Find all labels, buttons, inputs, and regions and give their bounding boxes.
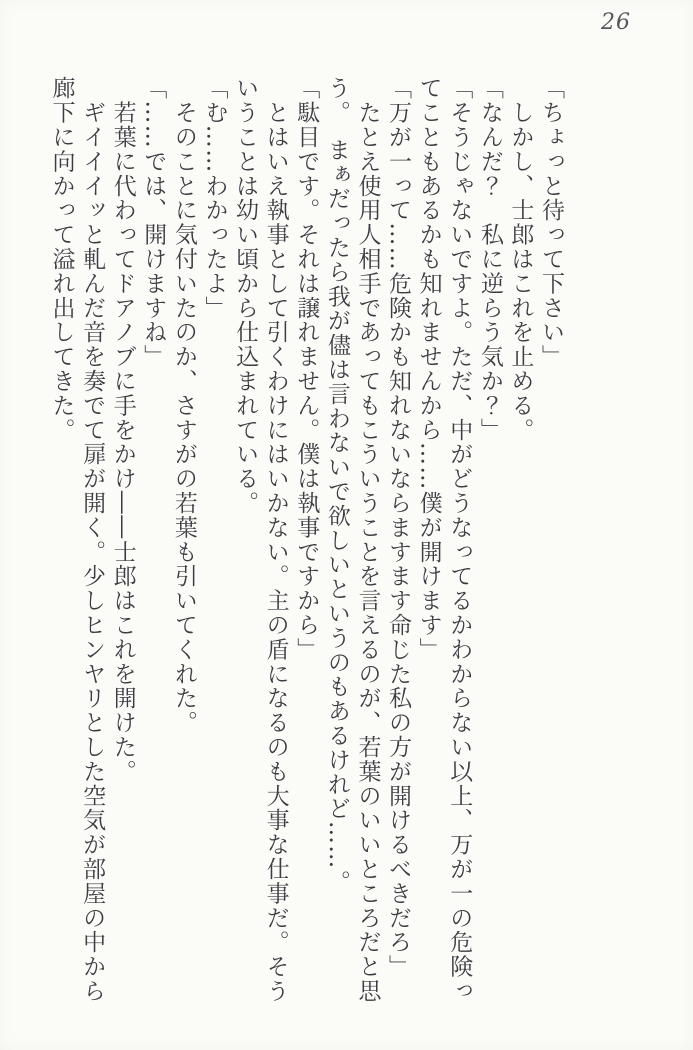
text-line: ギイイイッと軋んだ音を奏でて扉が開く。少しヒンヤリとした空気が部屋の中から <box>79 76 106 1004</box>
text-line: う。 まぁだったら我が儘は言わないで欲しいというのもあるけれど……。 <box>323 76 350 895</box>
text-line: てこともあるかも知れませんから……僕が開けます」 <box>415 76 442 662</box>
text-line: しかし、士郎はこれを止める。 <box>507 76 534 442</box>
text-line: 「そうじゃないですよ。ただ、中がどうなってるかわからない以上、万が一の危険っ <box>446 76 473 1004</box>
text-line: そのことに気付いたのか、さすがの若葉も引いてくれた。 <box>170 76 197 735</box>
text-line: 「駄目です。それは譲れません。僕は執事ですから」 <box>293 76 320 662</box>
text-line: 廊下に向かって溢れ出してきた。 <box>48 76 75 442</box>
text-line: 「万が一って……危険かも知れないならますます命じた私の方が開けるべきだろ」 <box>385 76 412 979</box>
text-line: とはいえ執事として引くわけにはいかない。主の盾になるのも大事な仕事だ。そう <box>262 76 289 1004</box>
page-number: 26 <box>601 10 631 35</box>
text-line: いうことは幼い頃から仕込まれている。 <box>232 76 259 516</box>
body-text <box>46 76 566 1048</box>
text-line: 「なんだ？ 私に逆らう気か？」 <box>476 76 503 442</box>
text-line: 「ちょっと待って下さい」 <box>538 76 564 369</box>
text-line: たとえ使用人相手であってもこういうことを言えるのが、若葉のいいところだと思 <box>354 76 381 1004</box>
text-line: 「……では、開けますね」 <box>140 76 167 369</box>
text-line: 「む……わかったよ」 <box>201 76 228 320</box>
text-line: 若葉に代わってドアノブに手をかけ――士郎はこれを開けた。 <box>109 76 136 784</box>
